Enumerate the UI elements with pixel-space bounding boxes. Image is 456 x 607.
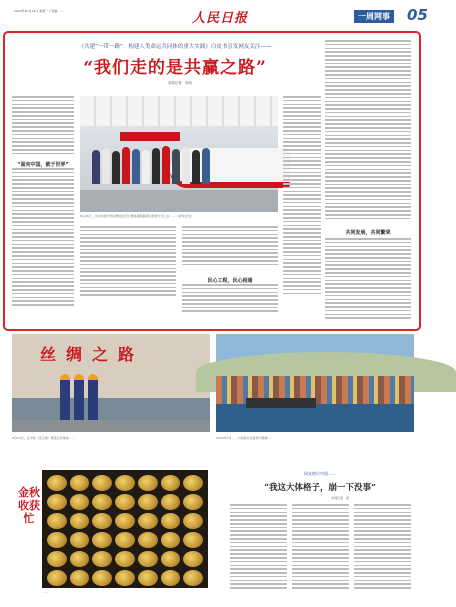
second-column-2 <box>292 504 349 589</box>
second-kicker: 网友热议中国…… <box>304 471 336 476</box>
second-column-1 <box>230 504 287 589</box>
port-photo <box>216 334 414 432</box>
lead-subhead-left: “面向中国，就于世界” <box>17 162 69 168</box>
second-headline[interactable]: “我这大体格子，崩一下没事” <box>264 483 376 493</box>
lead-byline: 本网记者 廖伟 <box>167 81 196 85</box>
lead-kicker: 《共建“一带一路”：构建人类命运共同体的重大实践》白皮书引发网友关注—— <box>78 44 272 50</box>
lead-headline[interactable]: “我们走的是共赢之路” <box>83 58 267 78</box>
silk-road-caption: 9月12日，在中哈（连云港）物流合作基地…… <box>12 436 75 440</box>
harvest-caption: …… <box>42 590 48 594</box>
port-caption: 2023年3月…，中远海运比雷埃夫斯港…… <box>216 436 274 440</box>
masthead <box>14 6 428 28</box>
body-column-4 <box>283 96 321 294</box>
body-column-1b <box>12 168 74 306</box>
body-column-3 <box>182 226 278 265</box>
masthead-meta: 2023年10月23日 星期一 | 责编：… <box>14 9 64 13</box>
second-byline: 本网记者 廖 <box>330 496 352 500</box>
harvest-photo <box>42 470 208 588</box>
body-column-3b <box>182 284 278 312</box>
body-column-1 <box>12 96 74 154</box>
second-column-3 <box>354 504 411 589</box>
lead-subhead-mid: 民心工程，民心相通 <box>207 278 253 284</box>
lead-photo-caption: 9月26日，来自印度尼西亚雅加达至万隆高速铁路项目的部分员工在……（新华社发） <box>80 214 194 218</box>
lead-photo <box>80 96 278 212</box>
harvest-title: 金秋收获忙 <box>18 486 40 525</box>
lead-subhead-right: 共同发展，共同繁荣 <box>345 230 391 236</box>
silk-road-photo <box>12 334 210 432</box>
masthead-logo: 人民日报 <box>192 11 249 26</box>
body-column-2 <box>80 226 176 296</box>
body-column-5b <box>325 238 411 319</box>
body-column-5 <box>325 40 411 219</box>
silk-road-sign: 丝绸之路 <box>40 345 145 364</box>
section-badge: 一周网事 <box>354 10 394 23</box>
page-number: 05 <box>407 6 428 24</box>
